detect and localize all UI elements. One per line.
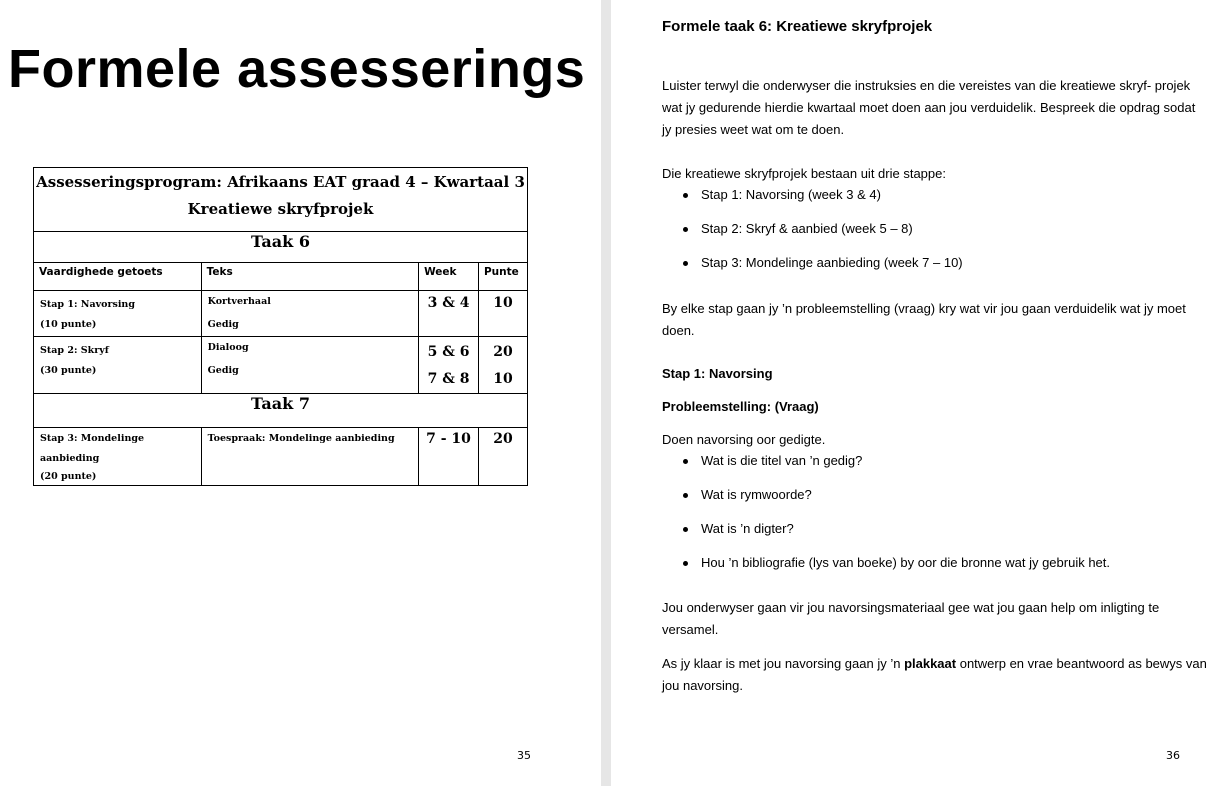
row2-week-value-2: 7 & 8 xyxy=(427,371,470,387)
row3-skill-marks: (20 punte) xyxy=(40,471,97,482)
row3-text xyxy=(201,428,418,486)
row1-skill-name: Stap 1: Navorsing xyxy=(40,299,135,310)
task-7-row xyxy=(34,394,528,428)
page-36 xyxy=(611,0,1232,786)
row2-week xyxy=(419,337,479,394)
row2-text-2: Gedig xyxy=(207,365,239,376)
row1-text-1: Kortverhaal xyxy=(207,296,271,307)
row1-skill xyxy=(34,291,202,337)
row3-marks xyxy=(478,428,527,486)
row1-marks xyxy=(478,291,527,337)
list-item: Wat is die titel van ’n gedig? xyxy=(662,450,1207,472)
row2-marks xyxy=(478,337,527,394)
table-header-row xyxy=(34,263,528,291)
header-text: Teks xyxy=(201,263,418,291)
steps-list xyxy=(662,184,1207,274)
task-7-label: Taak 7 xyxy=(34,394,528,428)
poster-text-after: ontwerp en vrae beantwoord as bewys van jou navorsing. xyxy=(662,656,1207,693)
row2-skill-name: Stap 2: Skryf xyxy=(40,345,109,356)
row2-text xyxy=(201,337,418,394)
row2-marks-value-1: 20 xyxy=(493,344,513,360)
header-marks: Punte xyxy=(478,263,527,291)
row2-marks-value-2: 10 xyxy=(493,371,513,387)
task-6-label: Taak 6 xyxy=(34,232,528,263)
list-item: Stap 3: Mondelinge aanbieding (week 7 – 10) xyxy=(662,252,1207,274)
table-row xyxy=(34,337,528,394)
page-number: 36 xyxy=(1166,749,1180,762)
row3-week-value: 7 - 10 xyxy=(426,431,471,447)
row1-week xyxy=(419,291,479,337)
page-title: Formele assesserings xyxy=(8,39,586,99)
list-item: Stap 2: Skryf & aanbied (week 5 – 8) xyxy=(662,218,1207,240)
row3-marks-value: 20 xyxy=(493,431,513,447)
poster-text-before: As jy klaar is met jou navorsing gaan jy ’n xyxy=(662,656,905,671)
table-caption-row xyxy=(34,168,528,232)
page-35 xyxy=(0,0,601,786)
row1-text xyxy=(201,291,418,337)
caption-line-1: Assesseringsprogram: Afrikaans EAT graad 4 – Kwartaal 3 xyxy=(36,173,525,191)
poster-paragraph xyxy=(662,653,1207,697)
row3-skill-name: Stap 3: Mondelinge aanbieding xyxy=(40,433,145,464)
row1-skill-marks: (10 punte) xyxy=(40,319,97,330)
task-6-row xyxy=(34,232,528,263)
row2-skill-marks: (30 punte) xyxy=(40,365,97,376)
row3-text-1: Toespraak: Mondelinge aanbieding xyxy=(207,433,395,444)
header-skills: Vaardighede getoets xyxy=(34,263,202,291)
list-item: Hou ’n bibliografie (lys van boeke) by oor die bronne wat jy gebruik het. xyxy=(662,552,1207,574)
task-heading: Formele taak 6: Kreatiewe skryfprojek xyxy=(662,18,933,35)
teacher-material-paragraph: Jou onderwyser gaan vir jou navorsingsmateriaal gee wat jou gaan help om inligting te versamel. xyxy=(662,600,1160,637)
problem-heading: Probleemstelling: (Vraag) xyxy=(662,399,819,414)
intro-paragraph: Luister terwyl die onderwyser die instruksies en die vereistes van die kreatiewe skryf- projek wat jy gedurende hierdie kwartaal moet doen aan jou verduidelik. Bespreek die opdrag sodat jy presies weet wat om te doen. xyxy=(662,78,1196,137)
table-row xyxy=(34,291,528,337)
research-intro: Doen navorsing oor gedigte. xyxy=(662,432,826,447)
questions-list xyxy=(662,450,1207,574)
page-number: 35 xyxy=(517,749,531,762)
step1-heading: Stap 1: Navorsing xyxy=(662,366,773,381)
assessment-program-table xyxy=(33,167,528,486)
each-step-paragraph: By elke stap gaan jy ’n probleemstelling (vraag) kry wat vir jou gaan verduidelik wat jy moet doen. xyxy=(662,301,1186,338)
table-caption xyxy=(34,168,528,232)
caption-line-2: Kreatiewe skryfprojek xyxy=(187,200,374,218)
row3-skill xyxy=(34,428,202,486)
steps-intro: Die kreatiewe skryfprojek bestaan uit drie stappe: xyxy=(662,166,946,181)
list-item: Stap 1: Navorsing (week 3 & 4) xyxy=(662,184,1207,206)
list-item: Wat is rymwoorde? xyxy=(662,484,1207,506)
row2-text-1: Dialoog xyxy=(207,342,249,353)
list-item: Wat is ’n digter? xyxy=(662,518,1207,540)
row1-week-value: 3 & 4 xyxy=(427,295,470,311)
row2-week-value-1: 5 & 6 xyxy=(427,344,470,360)
row3-week xyxy=(419,428,479,486)
row2-skill xyxy=(34,337,202,394)
row1-text-2: Gedig xyxy=(207,319,239,330)
poster-keyword: plakkaat xyxy=(904,656,957,671)
header-week: Week xyxy=(419,263,479,291)
table-row xyxy=(34,428,528,486)
row1-marks-value: 10 xyxy=(493,295,513,311)
